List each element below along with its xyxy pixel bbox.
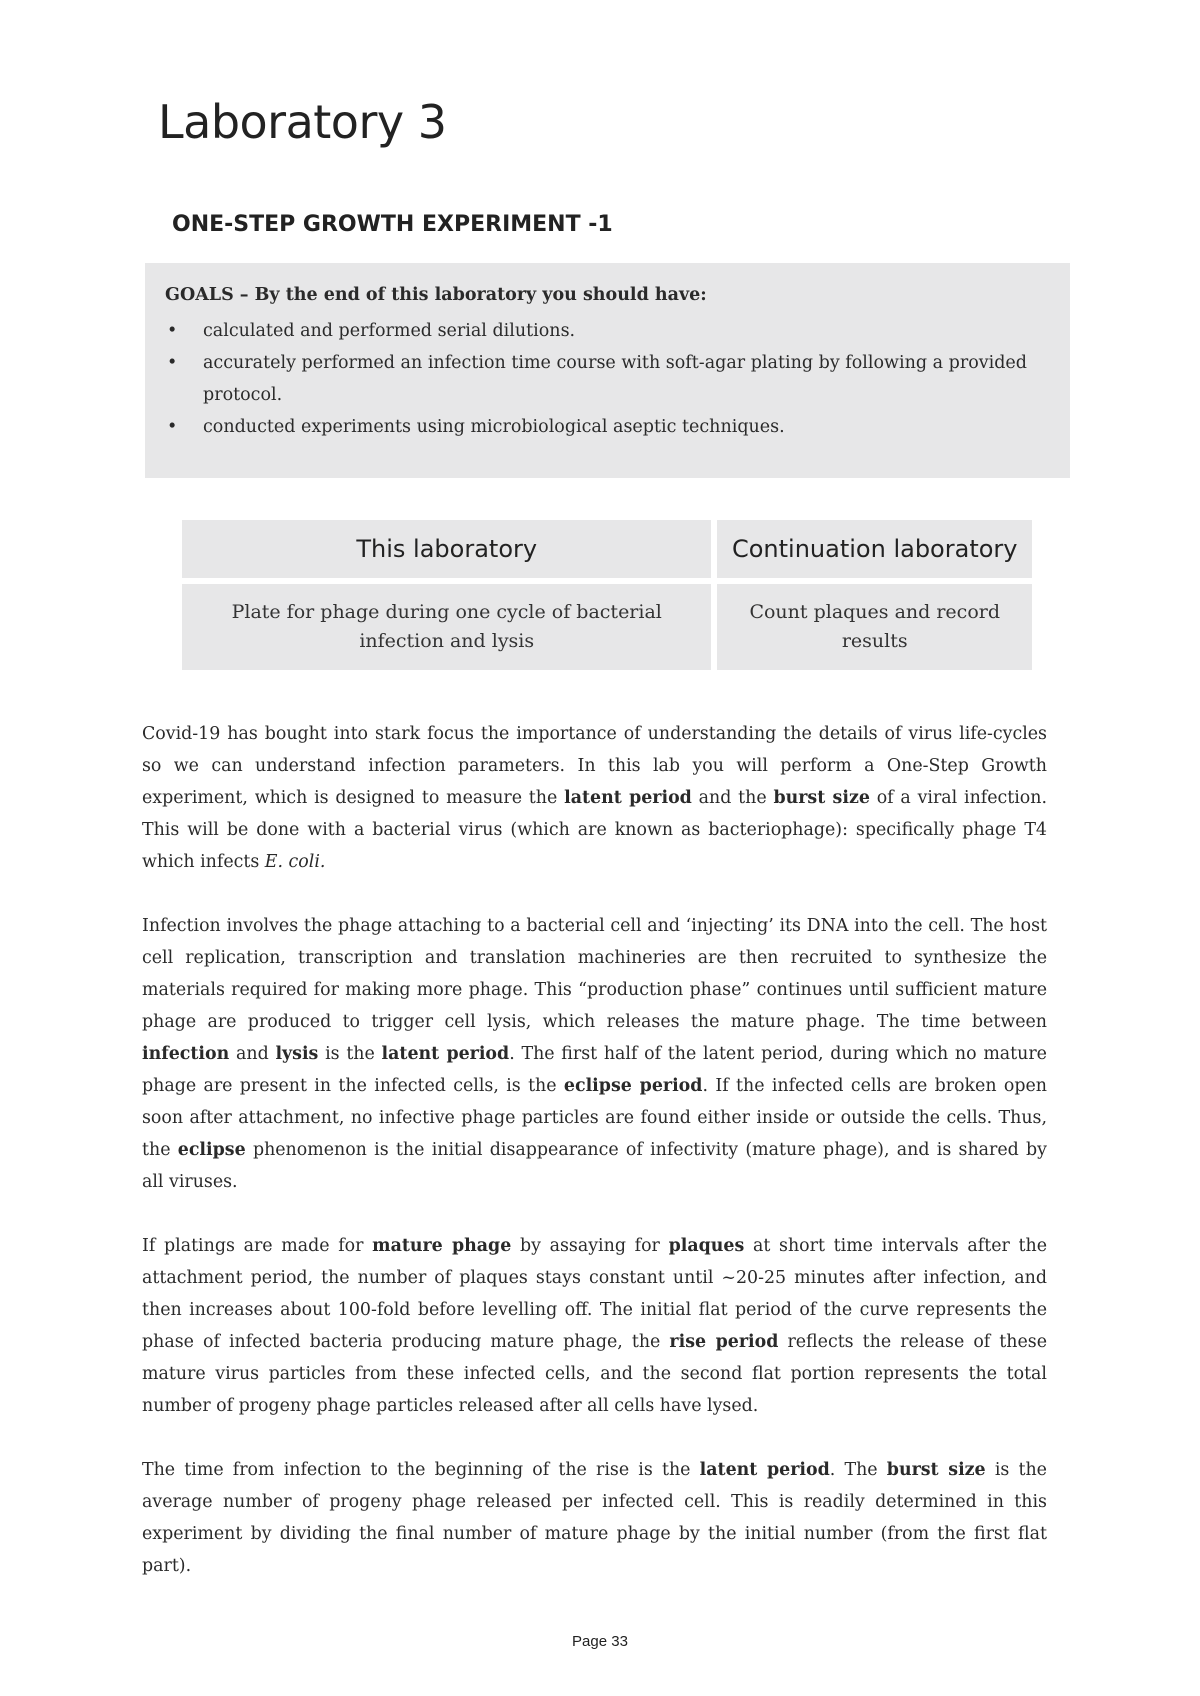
list-item [165,411,1050,443]
paragraph-latent-period: The time from infection to the beginning of the rise is the latent period. The burst size is the average number of progeny phage released per infected cell. This is readily determined in this experiment by dividing the final number of mature phage by the initial number (from the first flat part). [142,1460,1047,1576]
table-cell: Plate for phage during one cycle of bacterial infection and lysis [182,584,711,670]
goals-list [165,315,1050,443]
page-title: Laboratory 3 [158,95,447,149]
goals-box [145,263,1070,478]
bullet-icon: • [167,321,178,341]
page-number: Page 33 [572,1633,628,1650]
paragraph-infection: Infection involves the phage attaching to a bacterial cell and ‘injecting’ its DNA into the cell. The host cell replication, transcription and translation machineries are then recruited to synthesize the materials required for making more phage. This “production phase” continues until sufficient mature phage are produced to trigger cell lysis, which releases the mature phage. The time between infection and lysis is the latent period. The first half of the latent period, during which no mature phage are present in the infected cells, is the eclipse period. If the infected cells are broken open soon after attachment, no infective phage particles are found either inside or outside the cells. Thus, the eclipse phenomenon is the initial disappearance of infectivity (mature phage), and is shared by all viruses. [142,916,1047,1192]
goal-text: accurately performed an infection time course with soft-agar plating by following a provided protocol. [203,353,1027,405]
paragraph-intro: Covid-19 has bought into stark focus the importance of understanding the details of virus life-cycles so we can understand infection parameters. In this lab you will perform a One-Step Growth experiment, which is designed to measure the latent period and the burst size of a viral infection. This will be done with a bacterial virus (which are known as bacteriophage): specifically phage T4 which infects E. coli. [142,724,1048,872]
column-header: Continuation laboratory [717,520,1032,578]
goals-heading: GOALS – By the end of this laboratory you should have: [165,285,707,305]
table-cell: Count plaques and record results [717,584,1032,670]
goal-text: calculated and performed serial dilutions. [203,321,576,341]
table-header-row [182,520,1032,578]
body-text [142,718,1047,1614]
table-row [182,584,1032,670]
paragraph-platings: If platings are made for mature phage by assaying for plaques at short time intervals after the attachment period, the number of plaques stays constant until ~20-25 minutes after infection, and then increases about 100-fold before levelling off. The initial flat period of the curve represents the phase of infected bacteria producing mature phage, the rise period reflects the release of these mature virus particles from these infected cells, and the second flat portion represents the total number of progeny phage particles released after all cells have lysed. [142,1236,1047,1416]
bullet-icon: • [167,353,178,373]
list-item [165,315,1050,347]
lab-overview-table [176,514,1038,676]
column-header: This laboratory [182,520,711,578]
bullet-icon: • [167,417,178,437]
list-item [165,347,1050,411]
section-title: ONE-STEP GROWTH EXPERIMENT -1 [172,212,613,237]
goal-text: conducted experiments using microbiological aseptic techniques. [203,417,785,437]
